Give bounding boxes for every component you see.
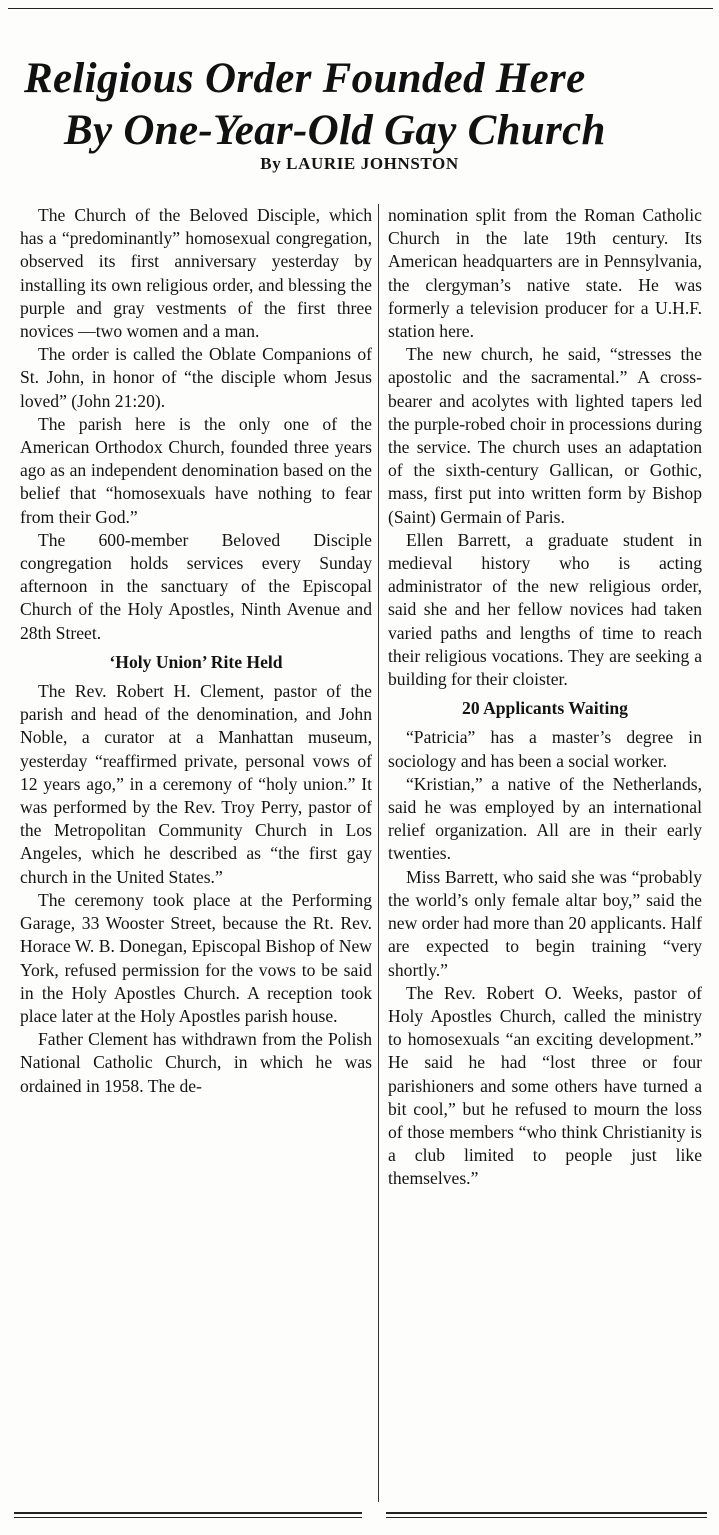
paragraph: The Rev. Robert O. Weeks, pastor of Holy Apostles Church, called the ministry to homosexuals “an exciting development.” He said he had “lost three or four parishioners and some others have turned a bit cool,” but he refused to mourn the loss of those members “who think Christianity is a club limited to people just like themselves.” [388, 982, 702, 1189]
headline [12, 53, 712, 157]
top-border-rule [8, 8, 713, 9]
paragraph: The Rev. Robert H. Clement, pastor of the parish and head of the denomination, and John Noble, a curator at a Manhattan museum, yesterday “reaffirmed private, personal vows of 12 years ago,” in a ceremony of “holy union.” It was performed by the Rev. Troy Perry, pastor of the Metropolitan Community Church in Los Angeles, which he described as “the first gay church in the United States.” [20, 681, 372, 887]
paragraph: Ellen Barrett, a graduate student in medieval history who is acting administrator of the new religious order, said she and her fellow novices had taken varied paths and lengths of time to reach their religious vocations. They are seeking a building for their cloister. [388, 529, 702, 690]
bottom-rule-right [386, 1512, 707, 1514]
paragraph: Father Clement has withdrawn from the Polish National Catholic Church, in which he was ordained in 1958. The de- [20, 1029, 372, 1096]
column-divider [378, 204, 379, 1502]
paragraph: The order is called the Oblate Companions of St. John, in honor of “the disciple whom Jesus loved” (John 21:20). [20, 344, 372, 411]
paragraph: The 600-member Beloved Disciple congregation holds services every Sunday afternoon in the sanctuary of the Episcopal Church of the Holy Apostles, Ninth Avenue and 28th Street. [20, 529, 372, 643]
headline-line-1: Religious Order Founded Here [24, 54, 586, 102]
paragraph: nomination split from the Roman Catholic Church in the late 19th century. Its American headquarters are in Pennsylvania, the clergyman’s native state. He was formerly a television producer for a U.H.F. station here. [388, 205, 702, 342]
paragraph: The Church of the Beloved Disciple, which has a “predominantly” homosexual congregation, observed its first anniversary yesterday by installing its own religious order, and blessing the purple and gray vestments of the first three novices —two women and a man. [20, 205, 372, 342]
paragraph: The new church, he said, “stresses the apostolic and the sacramental.” A cross-bearer and acolytes with lighted tapers led the purple-robed choir in processions during the service. The church uses an adaptation of the sixth-century Gallican, or Gothic, mass, first put into written form by Bishop (Saint) Germain of Paris. [388, 344, 702, 527]
article-column-right [388, 204, 702, 1191]
subheading: ‘Holy Union’ Rite Held [109, 651, 283, 672]
subheading: 20 Applicants Waiting [462, 698, 628, 719]
bottom-rule-left-thin [14, 1517, 362, 1518]
article-column-left [20, 204, 372, 1098]
bottom-border-rules [14, 1512, 707, 1518]
paragraph: “Patricia” has a master’s degree in sociology and has been a social worker. [388, 727, 702, 771]
paragraph: The ceremony took place at the Performing Garage, 33 Wooster Street, because the Rt. Rev. Horace W. B. Donegan, Episcopal Bishop of New York, refused permission for the vows to be said in the Holy Apostles Church. A reception took place later at the Holy Apostles parish house. [20, 889, 372, 1026]
byline: By LAURIE JOHNSTON [260, 154, 459, 173]
bottom-rule-left [14, 1512, 362, 1514]
headline-line-2: By One-Year-Old Gay Church [64, 106, 606, 154]
paragraph: Miss Barrett, who said she was “probably the world’s only female altar boy,” said the new order had more than 20 applicants. Half are expected to begin training “very shortly.” [388, 866, 702, 980]
paragraph: “Kristian,” a native of the Netherlands, said he was employed by an international relief organization. All are in their early twenties. [388, 773, 702, 864]
paragraph: The parish here is the only one of the American Orthodox Church, founded three years ago as an independent denomination based on the belief that “homosexuals have nothing to fear from their God.” [20, 413, 372, 527]
bottom-rule-right-thin [386, 1517, 707, 1518]
